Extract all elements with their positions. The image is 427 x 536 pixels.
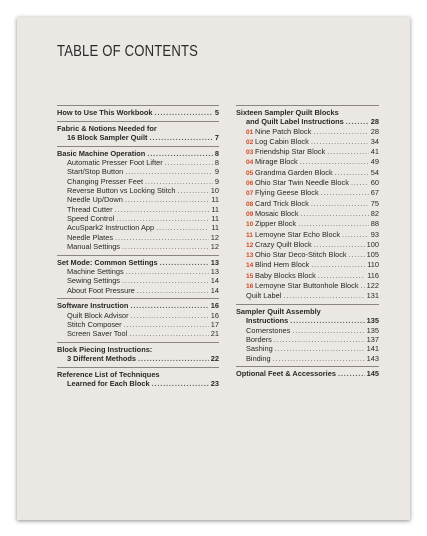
block-number: 07: [246, 190, 254, 198]
toc-entry: [236, 188, 379, 198]
toc-heading: [57, 379, 219, 388]
section-divider: [236, 366, 379, 367]
entry-label: Quilt Label: [246, 291, 282, 301]
toc-section: [57, 121, 219, 143]
toc-section: [57, 255, 219, 295]
toc-entry: [57, 186, 219, 195]
toc-entry: [236, 219, 379, 229]
dot-leader: [152, 379, 209, 388]
entry-label: Machine Settings: [67, 266, 124, 276]
dot-leader: [156, 223, 209, 232]
block-number: 13: [246, 252, 254, 260]
page-number: 60: [370, 178, 379, 188]
dot-leader: [124, 320, 209, 329]
section-divider: [236, 105, 379, 106]
entry-label: Automatic Presser Foot Lifter: [67, 158, 163, 168]
page-number: 13: [210, 257, 219, 267]
toc-section: [57, 298, 219, 338]
entry-label: Learned for Each Block: [67, 379, 150, 389]
entry-label: Binding: [246, 353, 271, 363]
dot-leader: [351, 178, 369, 187]
entry-label: Sampler Quilt Assembly: [236, 307, 321, 317]
toc-entry: [236, 209, 379, 219]
toc-heading: [57, 133, 219, 142]
entry-label: Baby Blocks Block: [255, 270, 316, 280]
entry-label: Blind Hem Block: [255, 260, 310, 270]
page-number: 16: [210, 301, 219, 311]
page-number: 116: [367, 270, 379, 280]
toc-heading: [57, 354, 219, 363]
toc-entry: [236, 344, 379, 353]
entry-label: Borders: [246, 335, 272, 345]
entry-label: Lemoyne Star Buttonhole Block: [255, 281, 359, 291]
toc-entry: [57, 311, 219, 320]
entry-label: Set Mode: Common Settings: [57, 257, 158, 267]
toc-entry: [57, 195, 219, 204]
page-number: 135: [366, 325, 379, 335]
entry-label: Thread Cutter: [67, 204, 113, 214]
dot-leader: [131, 311, 209, 320]
dot-leader: [311, 199, 369, 208]
toc-entry: [236, 291, 379, 300]
dot-leader: [165, 158, 213, 167]
block-number: 04: [246, 159, 254, 167]
toc-heading: [57, 258, 219, 267]
toc-entry: [236, 271, 379, 281]
dot-leader: [292, 326, 364, 335]
entry-label: Block Piecing Instructions:: [57, 345, 153, 355]
entry-label: Mirage Block: [255, 157, 298, 167]
dot-leader: [273, 354, 365, 363]
toc-entry: [57, 276, 219, 285]
page-number: 54: [370, 167, 379, 177]
toc-entry: [236, 326, 379, 335]
page-number: 137: [366, 335, 379, 345]
entry-label: Manual Settings: [67, 241, 120, 251]
dot-leader: [311, 137, 369, 146]
block-number: 09: [246, 210, 254, 218]
entry-label: Needle Up/Down: [67, 195, 123, 205]
page-number: 12: [210, 241, 219, 251]
dot-leader: [346, 117, 369, 126]
dot-leader: [115, 233, 209, 242]
entry-label: 3 Different Methods: [67, 354, 136, 364]
dot-leader: [115, 205, 210, 214]
page-number: 13: [210, 266, 219, 276]
toc-heading: [57, 345, 219, 354]
section-divider: [57, 342, 219, 343]
page-number: 93: [370, 229, 379, 239]
page-number: 9: [214, 176, 219, 186]
block-number: 12: [246, 241, 254, 249]
dot-leader: [145, 177, 213, 186]
toc-heading: [57, 149, 219, 158]
entry-label: Sewing Settings: [67, 276, 120, 286]
dot-leader: [338, 369, 365, 378]
dot-leader: [298, 219, 369, 228]
block-number: 05: [246, 169, 254, 177]
page-number: 67: [370, 188, 379, 198]
block-number: 15: [246, 272, 254, 280]
block-number: 16: [246, 283, 254, 291]
dot-leader: [160, 258, 209, 267]
block-number: 11: [246, 231, 253, 239]
entry-label: Stitch Composer: [67, 319, 122, 329]
entry-label: Log Cabin Block: [255, 136, 309, 146]
page-number: 88: [370, 219, 379, 229]
page-number: 17: [210, 319, 219, 329]
page-number: 21: [210, 329, 219, 339]
dot-leader: [125, 195, 209, 204]
dot-leader: [349, 250, 365, 259]
dot-leader: [138, 354, 209, 363]
page-number: 28: [370, 117, 379, 127]
page-number: 145: [366, 369, 379, 379]
dot-leader: [126, 267, 209, 276]
toc-entry: [57, 167, 219, 176]
page-number: 12: [210, 232, 219, 242]
dot-leader: [137, 286, 209, 295]
dot-leader: [130, 301, 208, 310]
dot-leader: [122, 276, 209, 285]
page-number: 8: [214, 148, 219, 158]
entry-label: Quilt Block Advisor: [67, 310, 129, 320]
page-number: 82: [370, 208, 379, 218]
block-number: 14: [246, 262, 254, 270]
dot-leader: [122, 242, 209, 251]
section-divider: [57, 105, 219, 106]
toc-entry: [57, 329, 219, 338]
page-number: 135: [366, 316, 379, 326]
block-number: 06: [246, 180, 254, 188]
entry-label: Ohio Star Twin Needle Block: [255, 178, 349, 188]
dot-leader: [150, 133, 213, 142]
toc-entry: [57, 320, 219, 329]
entry-label: Ohio Star Deco-Stitch Block: [255, 250, 347, 260]
block-number: 08: [246, 200, 254, 208]
entry-label: Cornerstones: [246, 325, 291, 335]
page-number: 141: [366, 344, 379, 354]
page-number: 23: [210, 379, 219, 389]
page-number: 9: [214, 167, 219, 177]
toc-entry: [57, 177, 219, 186]
section-divider: [57, 146, 219, 147]
page-number: 10: [210, 186, 219, 196]
entry-label: and Quilt Label Instructions: [246, 117, 344, 127]
dot-leader: [335, 168, 369, 177]
dot-leader: [318, 271, 365, 280]
page-number: 8: [214, 158, 219, 168]
dot-leader: [290, 316, 364, 325]
entry-label: Screen Saver Tool: [67, 329, 128, 339]
toc-entry: [57, 242, 219, 251]
entry-label: Software Instruction: [57, 301, 129, 311]
toc-entry: [236, 199, 379, 209]
toc-entry: [57, 205, 219, 214]
toc-section: [57, 105, 219, 117]
entry-label: Flying Geese Block: [255, 188, 319, 198]
entry-label: AcuSpark2 Instruction App: [67, 223, 155, 233]
page-number: 34: [370, 136, 379, 146]
dot-leader: [311, 260, 365, 269]
toc-section: [57, 146, 219, 251]
toc-entry: [57, 214, 219, 223]
dot-leader: [125, 167, 213, 176]
page-number: 28: [370, 126, 379, 136]
dot-leader: [283, 291, 364, 300]
dot-leader: [342, 230, 369, 239]
page-number: 131: [366, 291, 379, 301]
toc-heading: [236, 108, 379, 117]
dot-leader: [301, 209, 369, 218]
toc-heading: [57, 108, 219, 117]
toc-entry: [57, 267, 219, 276]
block-number: 01: [246, 128, 254, 136]
dot-leader: [275, 344, 365, 353]
toc-entry: [236, 147, 379, 157]
dot-leader: [327, 147, 369, 156]
toc-section: [236, 366, 379, 378]
toc-entry: [236, 335, 379, 344]
page-number: 110: [367, 260, 379, 270]
toc-entry: [57, 223, 219, 232]
toc-entry: [236, 281, 379, 291]
toc-heading: [57, 301, 219, 310]
entry-label: Lemoyne Star Echo Block: [255, 229, 341, 239]
block-number: 02: [246, 138, 254, 146]
dot-leader: [300, 157, 369, 166]
toc-heading: [236, 316, 379, 325]
toc-section: [57, 367, 219, 389]
dot-leader: [177, 186, 208, 195]
toc-entry: [57, 233, 219, 242]
block-number: 03: [246, 149, 254, 157]
page-number: 5: [214, 108, 219, 117]
page-number: 143: [366, 353, 379, 363]
block-number: 10: [246, 221, 254, 229]
section-divider: [236, 304, 379, 305]
entry-label: Zipper Block: [255, 219, 297, 229]
dot-leader: [314, 240, 365, 249]
entry-label: Start/Stop Button: [67, 167, 124, 177]
entry-label: Reverse Button vs Locking Stitch: [67, 186, 176, 196]
toc-entry: [236, 354, 379, 363]
section-divider: [57, 298, 219, 299]
entry-label: Needle Plates: [67, 232, 114, 242]
entry-label: Basic Machine Operation: [57, 148, 146, 158]
dot-leader: [361, 281, 365, 290]
page-number: 22: [210, 354, 219, 364]
toc-entry: [236, 137, 379, 147]
toc-entry: [236, 230, 379, 240]
toc-entry: [236, 260, 379, 270]
dot-leader: [313, 127, 368, 136]
entry-label: Fabric & Notions Needed for: [57, 123, 157, 133]
entry-label: Optional Feet & Accessories: [236, 369, 336, 379]
toc-entry: [236, 240, 379, 250]
entry-label: Changing Presser Feet: [67, 176, 143, 186]
page-number: 122: [366, 281, 379, 291]
toc-section: [57, 342, 219, 364]
toc-entry: [236, 250, 379, 260]
entry-label: Speed Control: [67, 213, 115, 223]
toc-section: [236, 105, 379, 301]
toc-entry: [236, 178, 379, 188]
entry-label: Nine Patch Block: [255, 126, 312, 136]
toc-entry: [57, 158, 219, 167]
section-divider: [57, 121, 219, 122]
entry-label: Sashing: [246, 344, 273, 354]
page-number: 105: [366, 250, 379, 260]
toc-right-column: [236, 103, 379, 382]
entry-label: Friendship Star Block: [255, 147, 326, 157]
page-number: 14: [210, 276, 219, 286]
entry-label: How to Use This Workbook: [57, 108, 153, 117]
toc-section: [236, 304, 379, 363]
page-number: 41: [370, 147, 379, 157]
section-divider: [57, 255, 219, 256]
page-number: 16: [210, 310, 219, 320]
toc-heading: [236, 307, 379, 316]
page-number: 100: [366, 239, 379, 249]
section-divider: [57, 367, 219, 368]
dot-leader: [155, 108, 213, 117]
page-number: 7: [214, 133, 219, 143]
entry-label: Mosaic Block: [255, 208, 299, 218]
dot-leader: [321, 188, 369, 197]
dot-leader: [147, 149, 213, 158]
entry-label: Grandma Garden Block: [255, 167, 333, 177]
entry-label: Crazy Quilt Block: [255, 239, 312, 249]
dot-leader: [116, 214, 209, 223]
toc-entry: [236, 168, 379, 178]
entry-label: Sixteen Sampler Quilt Blocks: [236, 108, 339, 117]
page-number: 11: [211, 204, 219, 214]
toc-heading: [57, 124, 219, 133]
page-number: 75: [370, 198, 379, 208]
page-number: 11: [211, 195, 219, 205]
toc-entry: [57, 286, 219, 295]
entry-label: 16 Block Sampler Quilt: [67, 133, 148, 143]
entry-label: Card Trick Block: [255, 198, 309, 208]
entry-label: About Foot Pressure: [67, 285, 135, 295]
dot-leader: [274, 335, 365, 344]
toc-heading: [57, 370, 219, 379]
page-number: 14: [210, 285, 219, 295]
page-number: 11: [211, 213, 219, 223]
toc-entry: [236, 157, 379, 167]
toc-entry: [236, 127, 379, 137]
toc-heading: [236, 369, 379, 378]
toc-left-column: [57, 103, 219, 392]
entry-label: Reference List of Techniques: [57, 370, 160, 380]
page-title: TABLE OF CONTENTS: [57, 43, 199, 60]
page-number: 49: [370, 157, 379, 167]
page-number: 11: [211, 223, 219, 233]
document-page: [17, 17, 410, 520]
entry-label: Instructions: [246, 316, 289, 326]
toc-heading: [236, 117, 379, 126]
dot-leader: [129, 329, 209, 338]
